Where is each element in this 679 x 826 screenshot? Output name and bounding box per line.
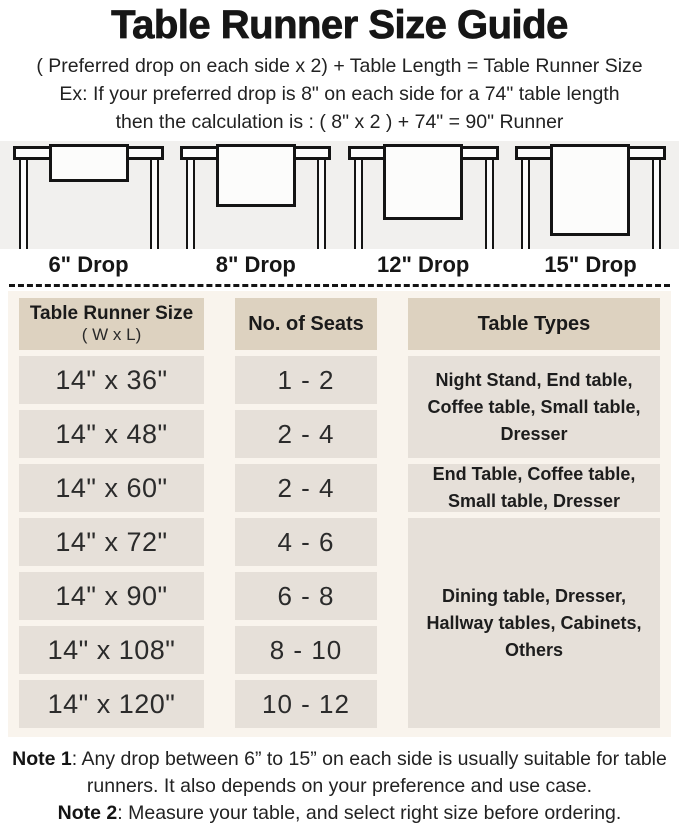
formula-text: ( Preferred drop on each side x 2) + Table Length = Table Runner Size xyxy=(36,55,643,77)
table-illustration-8-drop xyxy=(180,141,331,249)
table-illustration-6-drop xyxy=(13,141,164,249)
table-leg-icon xyxy=(317,159,326,249)
table-types-cell-large: Dining table, Dresser, Hallway tables, Cabinets, Others xyxy=(408,518,660,728)
example-line-2: then the calculation is : ( 8" x 2 ) + 74" = 90" Runner xyxy=(115,111,564,133)
seats-cell: 1 - 2 xyxy=(235,356,377,404)
table-leg-icon xyxy=(485,159,494,249)
column-header-runner-size-subtitle: ( W x L) xyxy=(81,325,142,344)
seats-cell: 4 - 6 xyxy=(235,518,377,566)
runner-icon xyxy=(49,144,129,182)
drop-label-6: 6" Drop xyxy=(48,252,129,277)
table-leg-icon xyxy=(652,159,661,249)
seats-cell: 6 - 8 xyxy=(235,572,377,620)
page-title: Table Runner Size Guide xyxy=(111,3,568,47)
table-leg-icon xyxy=(150,159,159,249)
runner-size-cell: 14" x 72" xyxy=(19,518,204,566)
runner-icon xyxy=(216,144,296,207)
table-illustration-12-drop xyxy=(348,141,499,249)
size-table xyxy=(19,298,660,728)
notes-section xyxy=(0,746,679,826)
table-leg-icon xyxy=(521,159,530,249)
seats-cell: 2 - 4 xyxy=(235,410,377,458)
runner-icon xyxy=(383,144,463,220)
drop-illustrations-band xyxy=(0,141,679,249)
note-2-label: Note 2 xyxy=(57,801,118,824)
note-2 xyxy=(0,800,679,826)
runner-size-cell: 14" x 120" xyxy=(19,680,204,728)
runner-size-cell: 14" x 90" xyxy=(19,572,204,620)
dashed-divider xyxy=(9,284,670,287)
note-1-text: : Any drop between 6” to 15” on each side is usually suitable for table runners. It also depends on your preference and use case. xyxy=(71,748,667,797)
drop-label-12: 12" Drop xyxy=(376,252,470,277)
column-header-runner-size-title: Table Runner Size xyxy=(29,303,194,324)
column-header-runner-size xyxy=(19,298,204,350)
example-line-1: Ex: If your preferred drop is 8" on each side for a 74" table length xyxy=(59,83,620,105)
runner-icon xyxy=(550,144,630,236)
table-types-cell-medium: End Table, Coffee table, Small table, Dresser xyxy=(408,464,660,512)
drop-label-8: 8" Drop xyxy=(215,252,296,277)
note-2-text: : Measure your table, and select right size before ordering. xyxy=(117,801,622,824)
drop-label-15: 15" Drop xyxy=(544,252,637,277)
seats-cell: 8 - 10 xyxy=(235,626,377,674)
table-leg-icon xyxy=(354,159,363,249)
table-types-cell-small: Night Stand, End table, Coffee table, Small table, Dresser xyxy=(408,356,660,458)
table-illustration-15-drop xyxy=(515,141,666,249)
column-header-table-types: Table Types xyxy=(408,298,660,350)
table-leg-icon xyxy=(186,159,195,249)
runner-size-cell: 14" x 48" xyxy=(19,410,204,458)
runner-size-cell: 14" x 108" xyxy=(19,626,204,674)
note-1-label: Note 1 xyxy=(12,748,72,770)
table-leg-icon xyxy=(19,159,28,249)
drop-labels-row xyxy=(0,249,679,279)
column-header-seats: No. of Seats xyxy=(235,298,377,350)
note-1 xyxy=(0,746,679,800)
runner-size-cell: 14" x 60" xyxy=(19,464,204,512)
seats-cell: 2 - 4 xyxy=(235,464,377,512)
runner-size-cell: 14" x 36" xyxy=(19,356,204,404)
seats-cell: 10 - 12 xyxy=(235,680,377,728)
size-table-panel xyxy=(8,291,671,737)
